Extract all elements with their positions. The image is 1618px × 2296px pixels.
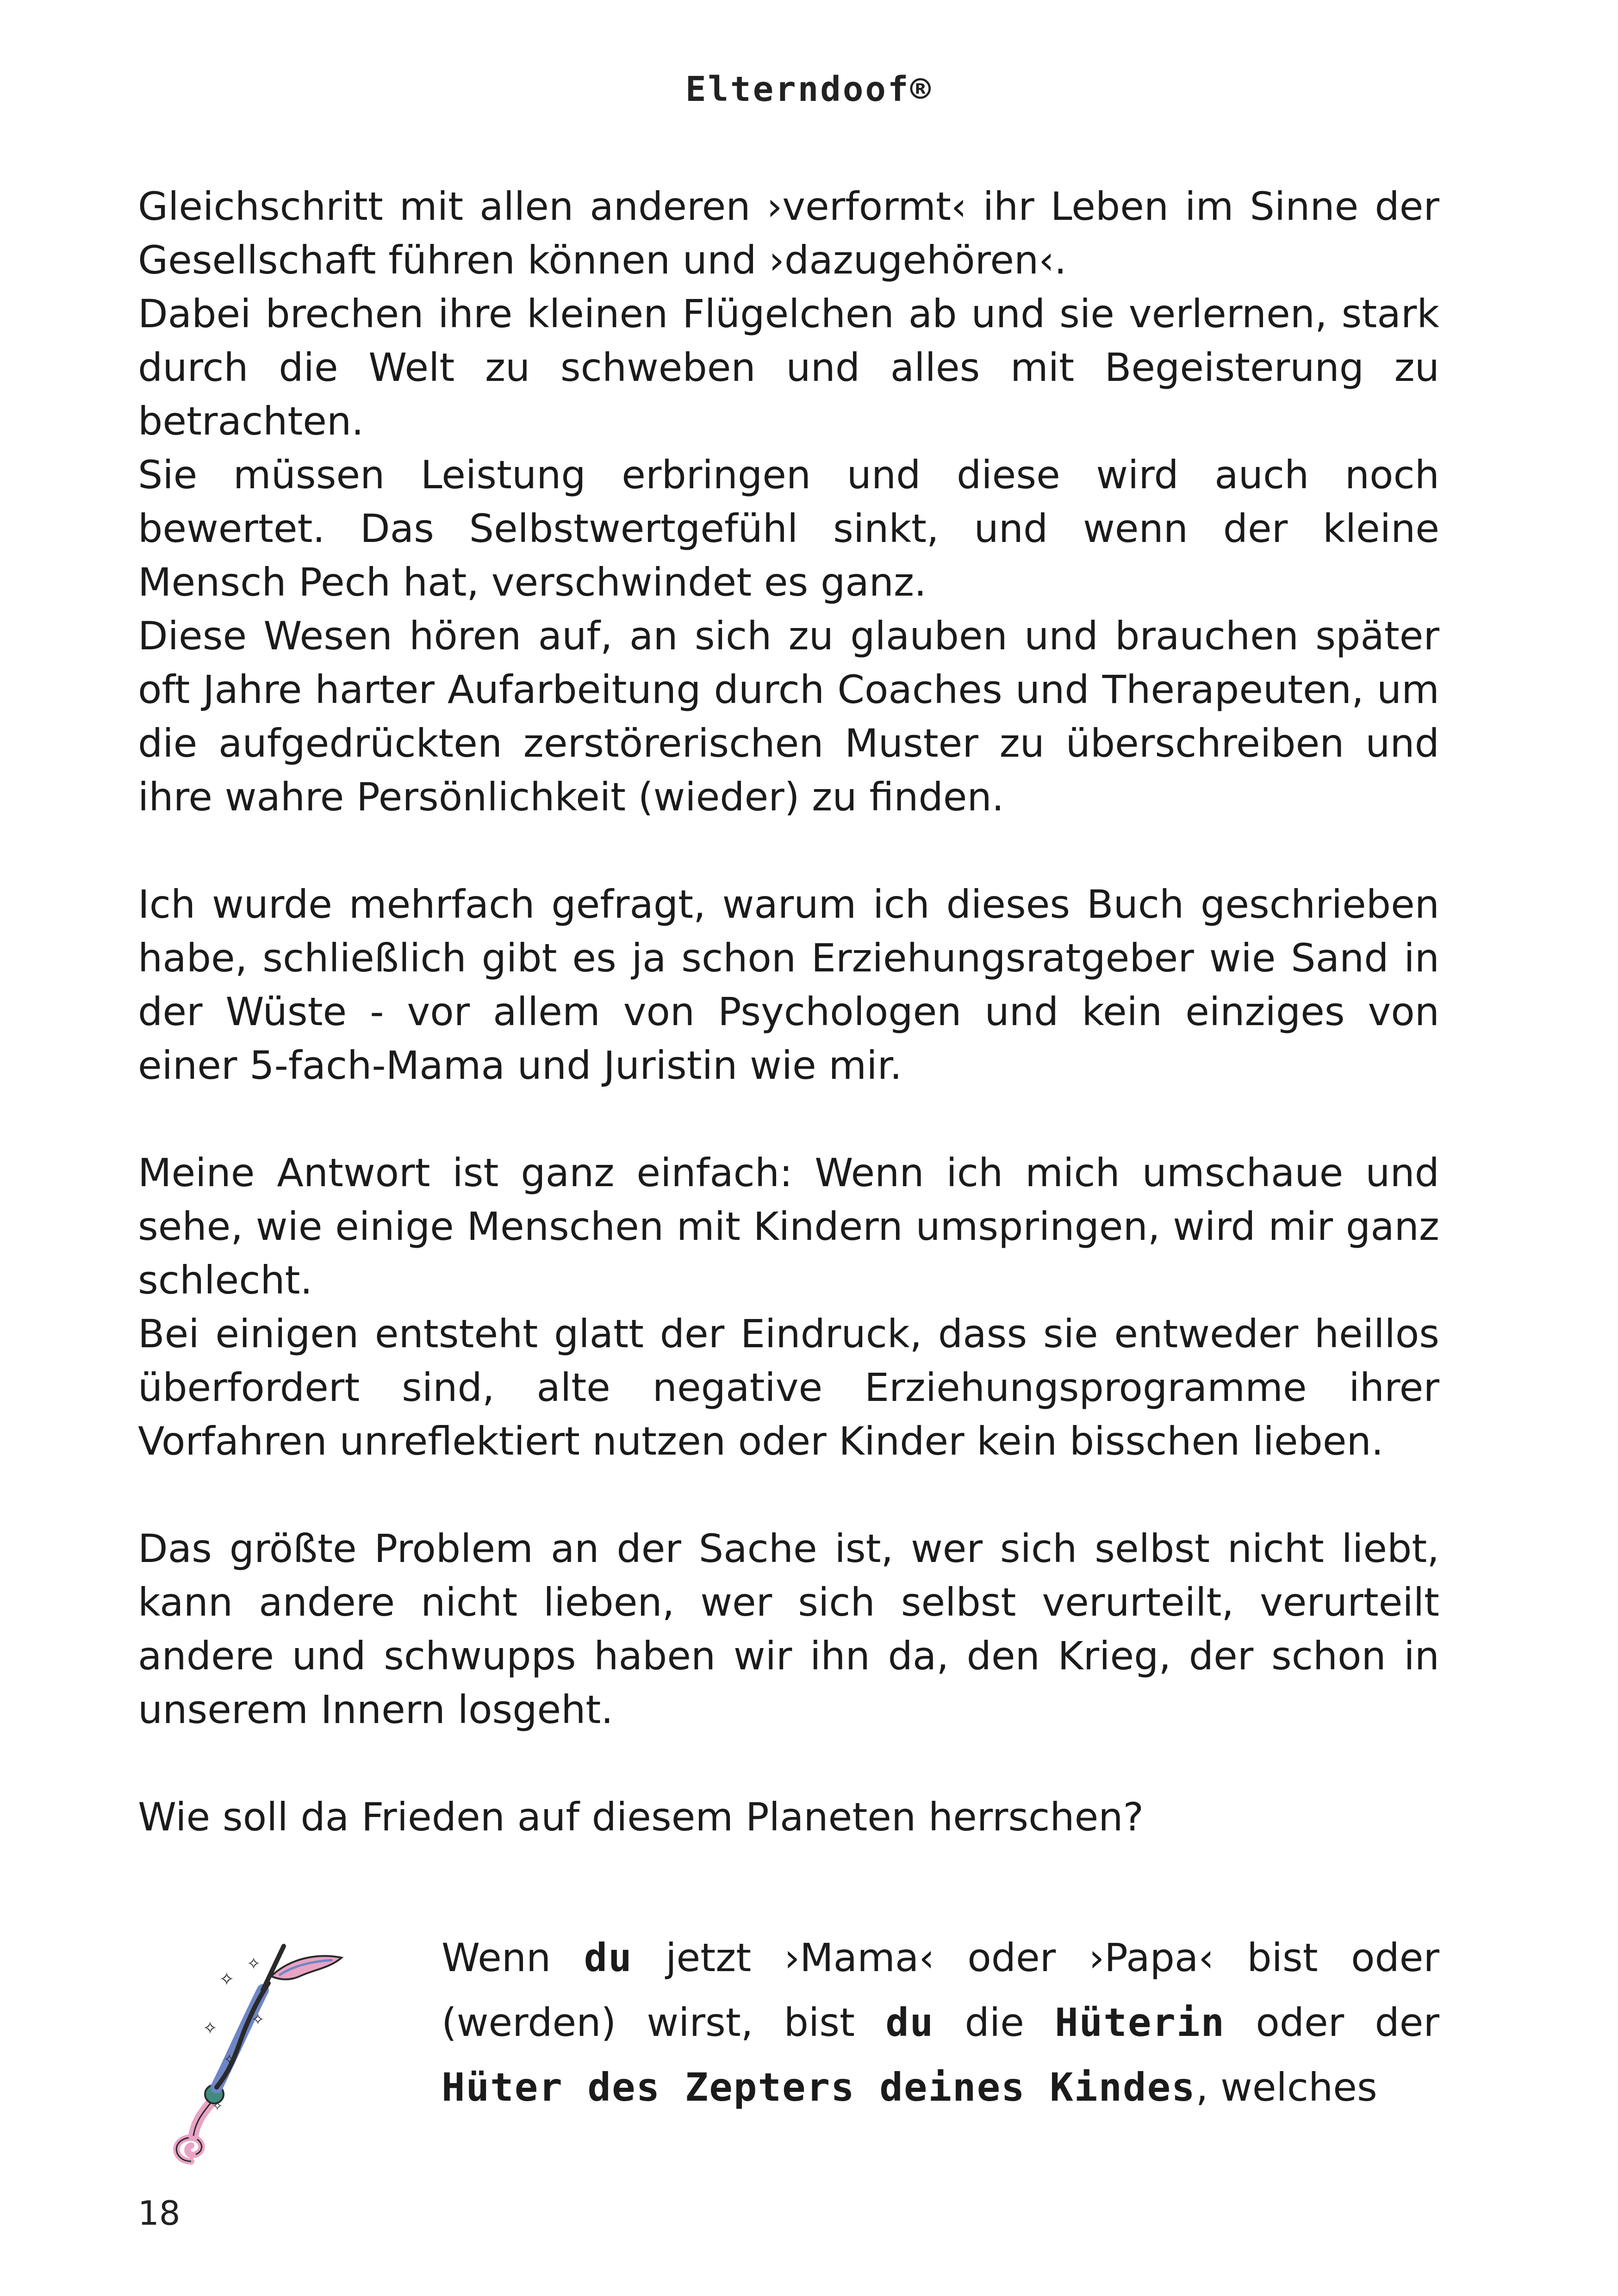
emphasis-du: du	[885, 2000, 934, 2045]
paragraph: Dabei brechen ihre kleinen Flügelchen ab und sie verlernen, stark durch die Welt zu schweben und alles mit Begeisterung zu betrachten.	[138, 291, 1439, 444]
paragraph: Ich wurde mehrfach gefragt, warum ich dieses Buch geschrieben habe, schließlich gibt es ja schon Erziehungsratgeber wie Sand in der Wüste - vor allem von Psychologen und kein einziges von einer 5-fach-Mama und Juristin wie mir.	[138, 882, 1439, 1088]
emphasis-du: du	[584, 1935, 633, 1980]
svg-text:✧: ✧	[224, 2052, 236, 2068]
emphasis-hueterin: Hüterin	[1055, 2000, 1226, 2045]
page-number: 18	[138, 2194, 180, 2233]
svg-text:✧: ✧	[251, 2010, 265, 2029]
svg-text:✧: ✧	[219, 1969, 235, 1990]
text-run: , welches	[1195, 2065, 1377, 2110]
paragraph: Das größte Problem an der Sache ist, wer sich selbst nicht liebt, kann andere nicht lieben, wer sich selbst verurteilt, verurteilt andere und schwupps haben wir ihn da, den Krieg, der schon in unserem Innern losgeht.	[138, 1526, 1439, 1732]
svg-text:✧: ✧	[247, 1954, 261, 1973]
text-run: die	[934, 2000, 1055, 2045]
paragraph-gap	[138, 824, 1439, 877]
running-header: Elterndoof®	[685, 69, 933, 109]
text-run: jetzt ›Mama‹ oder ›Papa‹ bist oder (werden) wirst, bist	[442, 1935, 1440, 2045]
paragraph: Diese Wesen hören auf, an sich zu glauben und brauchen später oft Jahre harter Aufarbeitung durch Coaches und Therapeuten, um die aufgedrückten zerstörerischen Muster zu überschreiben und ihre wahre Persönlichkeit (wieder) zu finden.	[138, 613, 1439, 820]
text-run: oder der	[1225, 2000, 1440, 2045]
svg-text:✧: ✧	[212, 2098, 223, 2114]
paragraph-gap	[138, 1736, 1439, 1790]
paragraph	[442, 1925, 1439, 2120]
paragraph: Meine Antwort ist ganz einfach: Wenn ich mich umschaue und sehe, wie einige Menschen mit Kindern umspringen, wird mir ganz schlecht.	[138, 1150, 1439, 1303]
paragraph-gap	[138, 1092, 1439, 1146]
paragraph-gap	[138, 1468, 1439, 1522]
closing-section	[138, 1925, 1439, 2147]
paragraph: Wie soll da Frieden auf diesem Planeten herrschen?	[138, 1794, 1144, 1840]
emphasis-hueter-des-zepters: Hüter des Zepters deines Kindes	[442, 2065, 1196, 2110]
paragraph: Bei einigen entsteht glatt der Eindruck, dass sie entweder heillos überfordert sind, alte negative Erziehungsprogramme ihrer Vorfahren unreflektiert nutzen oder Kinder kein bisschen lieben.	[138, 1311, 1439, 1464]
svg-text:✧: ✧	[203, 2018, 218, 2038]
text-run: Wenn	[442, 1935, 584, 1980]
paragraph: Sie müssen Leistung erbringen und diese wird auch noch bewertet. Das Selbstwertgefühl sinkt, und wenn der kleine Mensch Pech hat, verschwindet es ganz.	[138, 452, 1439, 605]
magic-wand-scepter-icon	[147, 1925, 406, 2184]
body-text	[138, 180, 1439, 1844]
paragraph: Gleichschritt mit allen anderen ›verformt‹ ihr Leben im Sinne der Gesellschaft führen können und ›dazugehören‹.	[138, 184, 1439, 283]
closing-paragraph	[442, 1925, 1439, 2120]
